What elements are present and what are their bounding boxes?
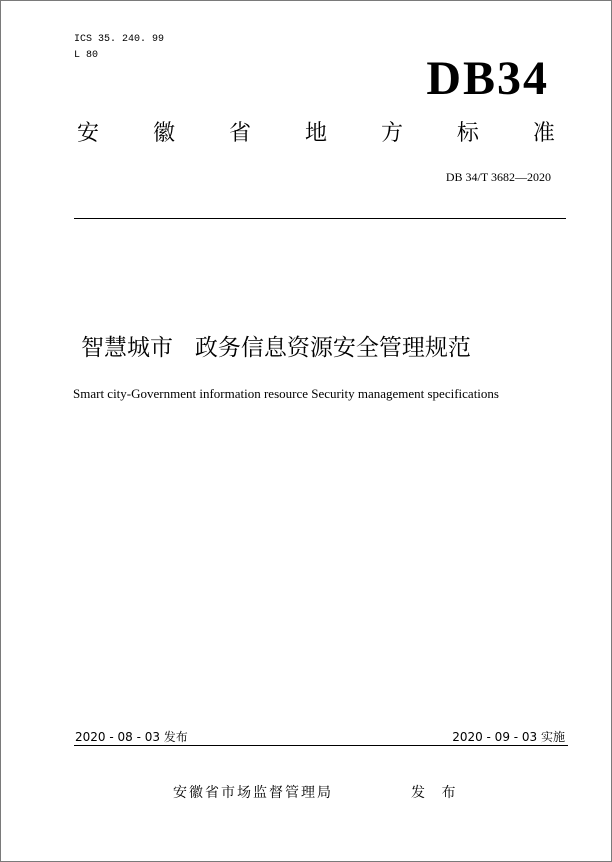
standard-logo: DB34 xyxy=(426,52,549,105)
ics-label: ICS xyxy=(74,34,93,45)
standard-code: DB 34/T 3682—2020 xyxy=(445,170,551,184)
ccs-code: 80 xyxy=(86,50,99,61)
authority-char: 方 xyxy=(380,121,403,146)
footer-divider xyxy=(74,745,568,746)
authority-char: 省 xyxy=(228,121,251,146)
implementation-date: 2020 - 09 - 03 实施 xyxy=(452,730,565,744)
classification-block xyxy=(74,32,164,64)
authority-char: 徽 xyxy=(152,121,175,146)
header-divider xyxy=(74,218,566,219)
ccs-label: L xyxy=(74,50,81,61)
document-title-english: Smart city-Government information resource Security management specifications xyxy=(73,386,499,401)
authority-char: 安 xyxy=(77,121,100,146)
document-title-chinese: 智慧城市 政务信息资源安全管理规范 xyxy=(81,335,471,361)
issue-date: 2020 - 08 - 03 发布 xyxy=(75,730,188,744)
ics-line xyxy=(74,32,164,48)
authority-char: 地 xyxy=(304,121,327,146)
authority-char: 标 xyxy=(456,121,479,146)
standard-authority xyxy=(77,119,555,149)
ics-code: 35. 240. 99 xyxy=(98,34,165,45)
publisher-name: 安徽省市场监督管理局 xyxy=(173,785,333,801)
ccs-line xyxy=(74,48,164,64)
authority-char: 准 xyxy=(532,121,555,146)
publish-label: 发 布 xyxy=(411,785,462,801)
